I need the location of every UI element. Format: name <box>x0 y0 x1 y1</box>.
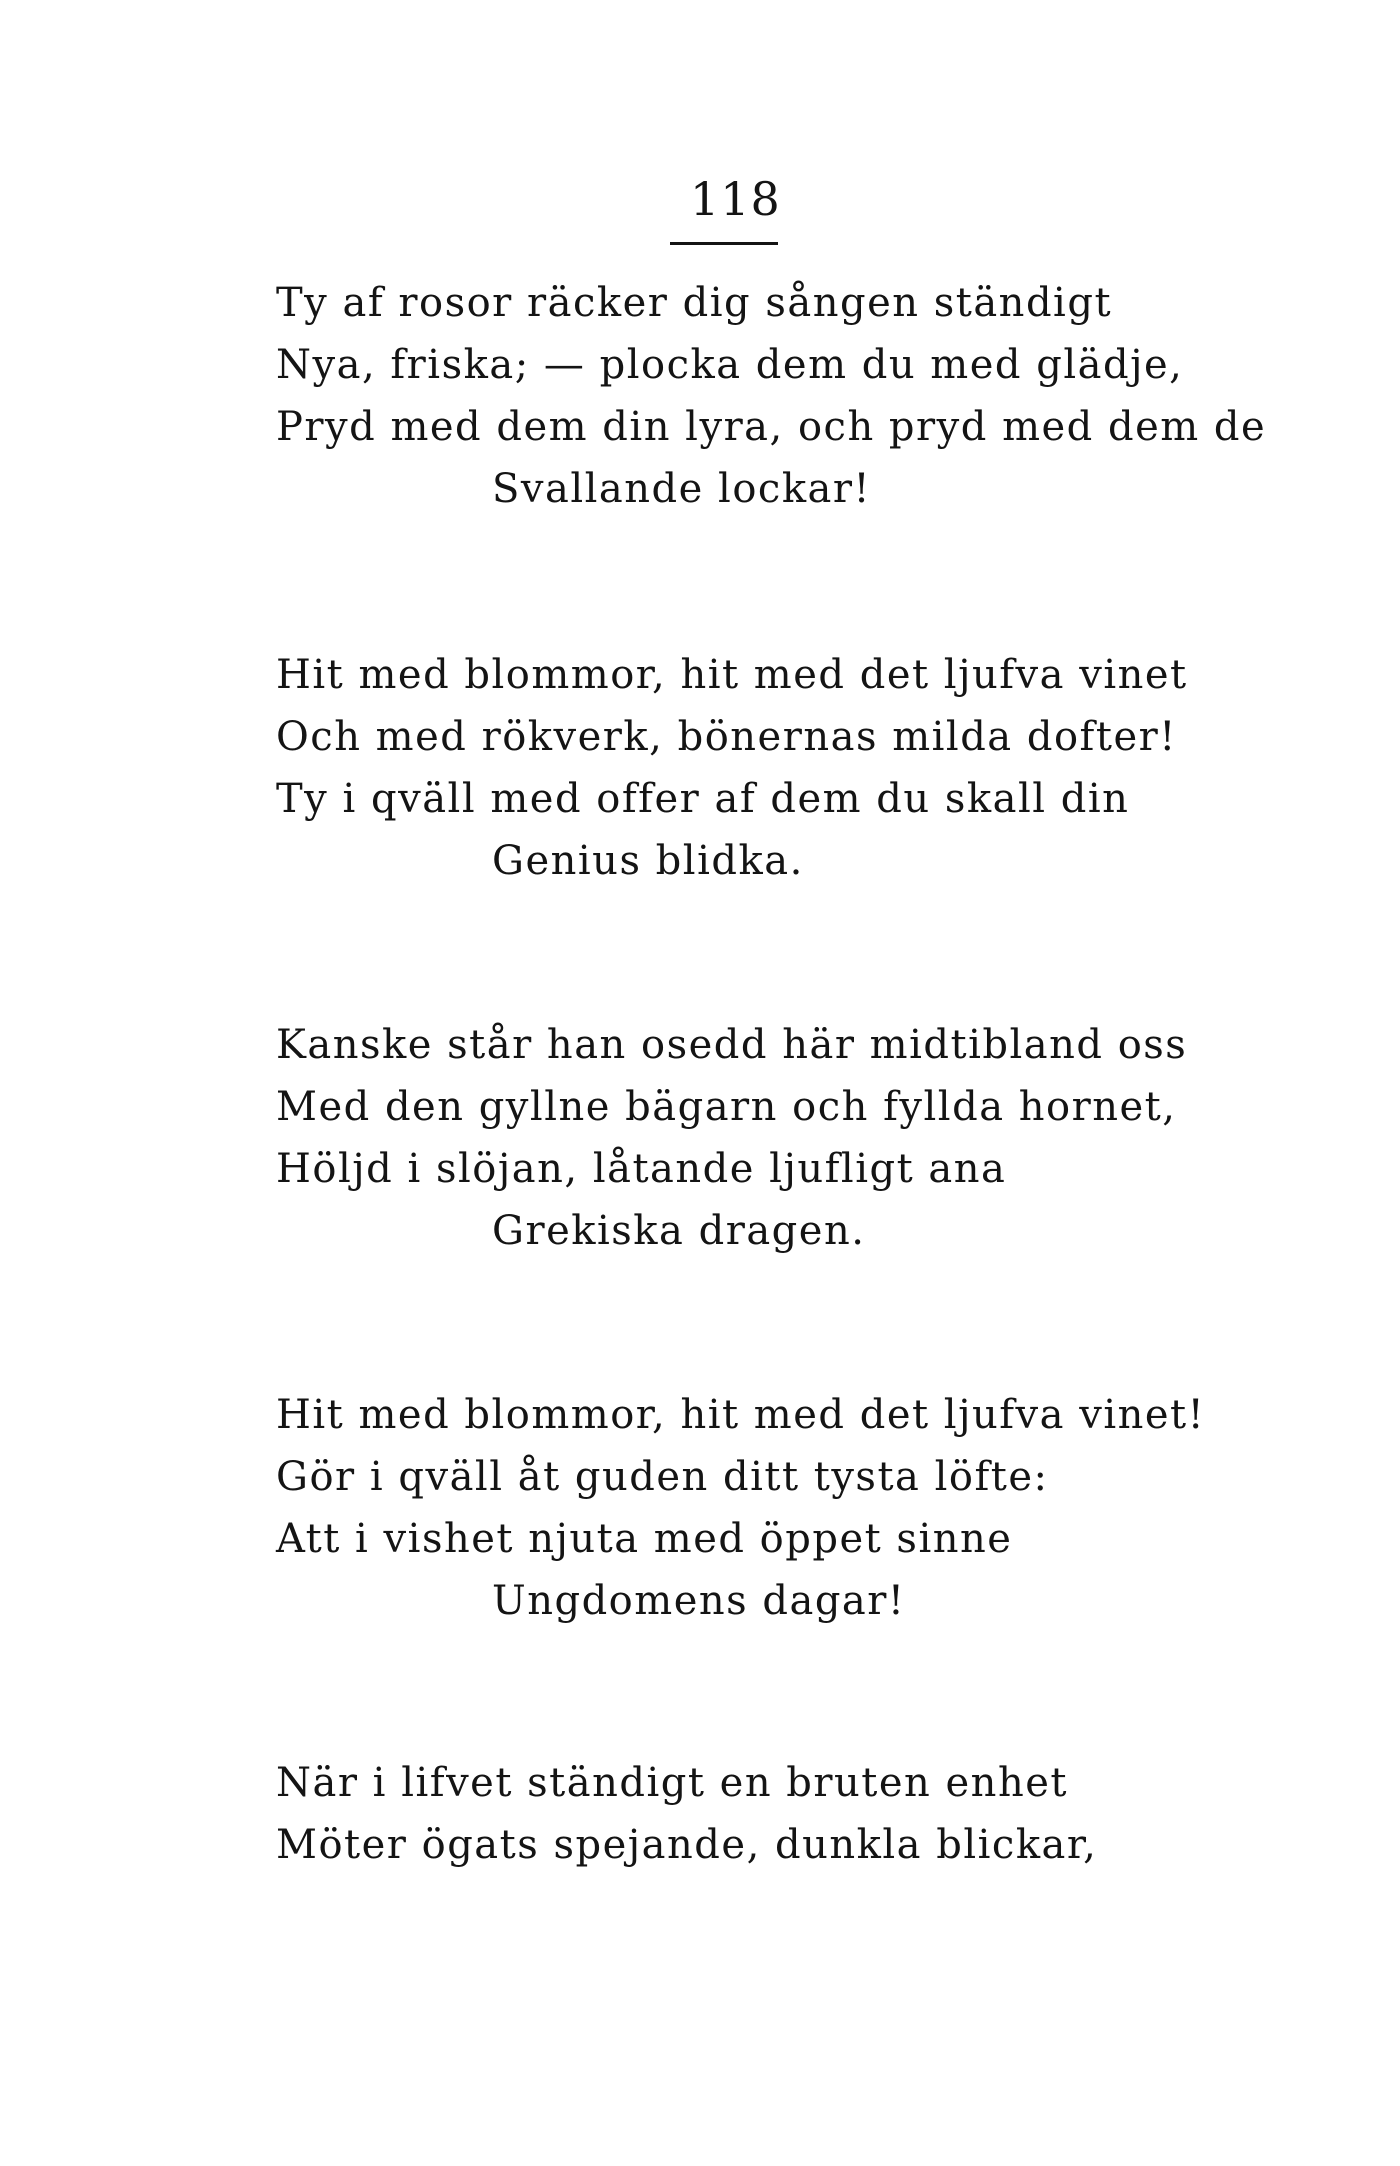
poem-line-adonic: Genius blidka. <box>492 838 804 884</box>
page-number-rule <box>670 242 778 245</box>
poem-line-adonic: Ungdomens dagar! <box>492 1578 906 1624</box>
poem-line: Hit med blommor, hit med det ljufva vinet! <box>276 1392 1206 1438</box>
poem-line: Gör i qväll åt guden ditt tysta löfte: <box>276 1454 1049 1500</box>
poem-line: Möter ögats spejande, dunkla blickar, <box>276 1822 1098 1868</box>
poem-line: Nya, friska; — plocka dem du med glädje, <box>276 342 1184 388</box>
poem-line: Ty i qväll med offer af dem du skall din <box>276 776 1130 822</box>
poem-line: Hit med blommor, hit med det ljufva vinet <box>276 652 1188 698</box>
stanza-2 <box>276 644 1188 892</box>
stanza-4 <box>276 1384 1206 1632</box>
poem-line-adonic: Grekiska dragen. <box>492 1208 866 1254</box>
poem-line: Ty af rosor räcker dig sången ständigt <box>276 280 1113 326</box>
poem-line: Och med rökverk, bönernas milda dofter! <box>276 714 1177 760</box>
stanza-5 <box>276 1752 1176 1876</box>
stanza-3 <box>276 1014 1188 1262</box>
poem-line: Med den gyllne bägarn och fyllda hornet, <box>276 1084 1177 1130</box>
poem-line: Pryd med dem din lyra, och pryd med dem de <box>276 404 1267 450</box>
stanza-1 <box>276 272 1267 520</box>
poem-line-adonic: Svallande lockar! <box>492 466 872 512</box>
poem-line: Kanske står han osedd här midtibland oss <box>276 1022 1188 1068</box>
poem-line: När i lifvet ständigt en bruten enhet <box>276 1760 1068 1806</box>
page-number: 118 <box>690 172 781 226</box>
poem-line: Att i vishet njuta med öppet sinne <box>276 1516 1013 1562</box>
poem-line: Höljd i slöjan, låtande ljufligt ana <box>276 1146 1007 1192</box>
